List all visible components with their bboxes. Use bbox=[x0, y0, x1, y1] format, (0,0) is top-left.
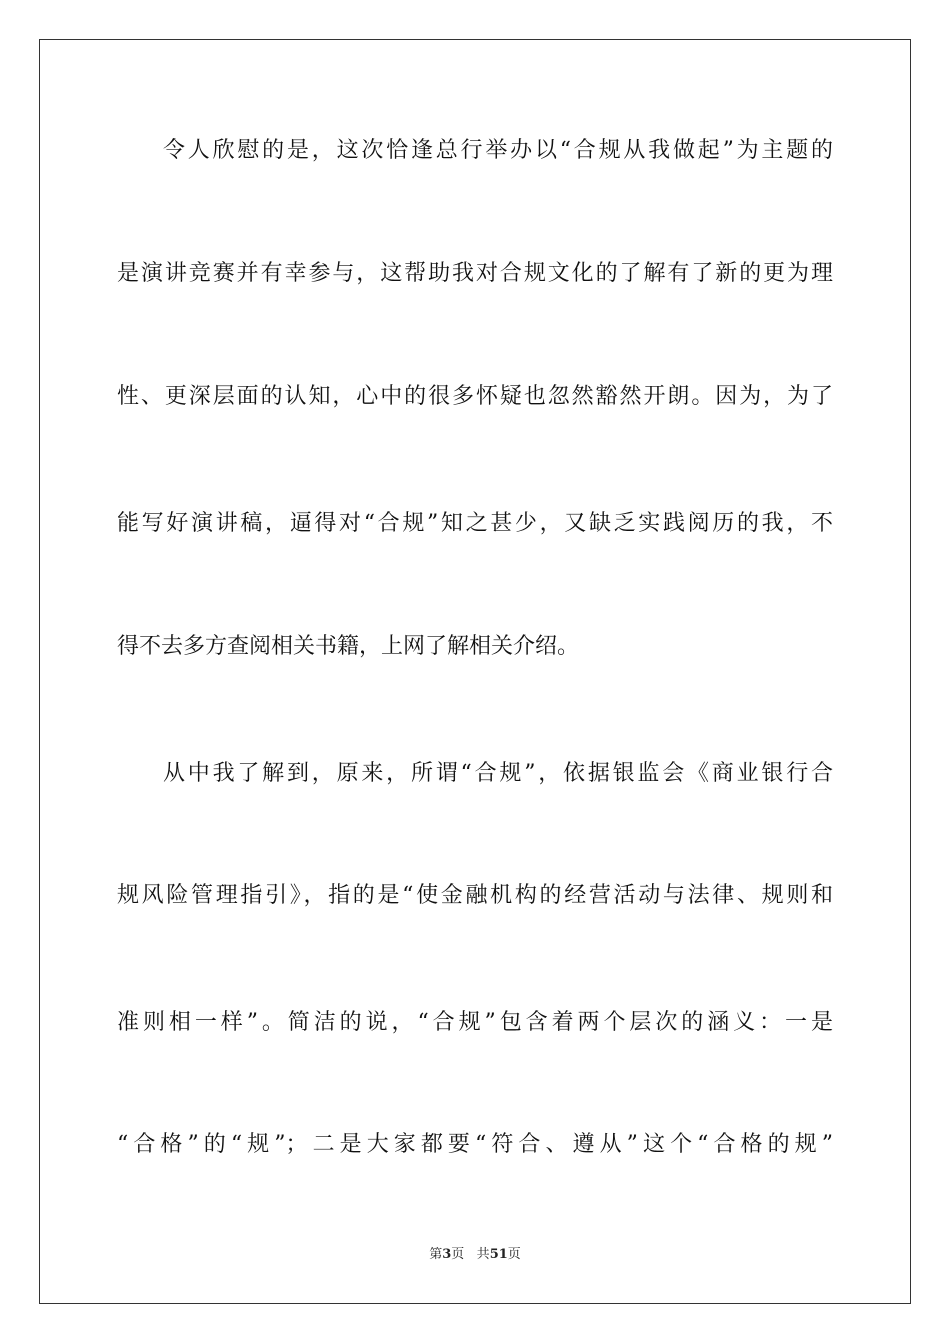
footer-page-suffix: 页 bbox=[451, 1247, 465, 1262]
text-line-2: 是演讲竞赛并有幸参与，这帮助我对合规文化的了解有了新的更为理 bbox=[117, 261, 833, 286]
text-line-4: 能写好演讲稿，逼得对“合规”知之甚少，又缺乏实践阅历的我，不 bbox=[117, 511, 833, 536]
footer-total-suffix: 页 bbox=[507, 1247, 521, 1262]
page-border bbox=[39, 39, 911, 1304]
text-line-3: 性、更深层面的认知，心中的很多怀疑也忽然豁然开朗。因为，为了 bbox=[117, 384, 833, 409]
total-page-number: 51 bbox=[489, 1247, 508, 1262]
current-page-number: 3 bbox=[442, 1247, 452, 1262]
text-line-1: 令人欣慰的是，这次恰逢总行举办以“合规从我做起”为主题的 bbox=[163, 138, 833, 163]
footer-prefix: 第 bbox=[429, 1247, 443, 1262]
text-line-5: 得不去多方查阅相关书籍，上网了解相关介绍。 bbox=[117, 634, 580, 659]
text-line-7: 规风险管理指引》，指的是“使金融机构的经营活动与法律、规则和 bbox=[117, 883, 833, 908]
page-footer bbox=[0, 1246, 950, 1264]
text-line-6: 从中我了解到，原来，所谓“合规”，依据银监会《商业银行合 bbox=[163, 761, 833, 786]
text-line-8: 准则相一样”。简洁的说，“合规”包含着两个层次的涵义：一是 bbox=[117, 1010, 833, 1035]
footer-total-prefix: 共 bbox=[476, 1247, 490, 1262]
text-line-9: “合格”的“规”；二是大家都要“符合、遵从”这个“合格的规” bbox=[117, 1132, 833, 1157]
